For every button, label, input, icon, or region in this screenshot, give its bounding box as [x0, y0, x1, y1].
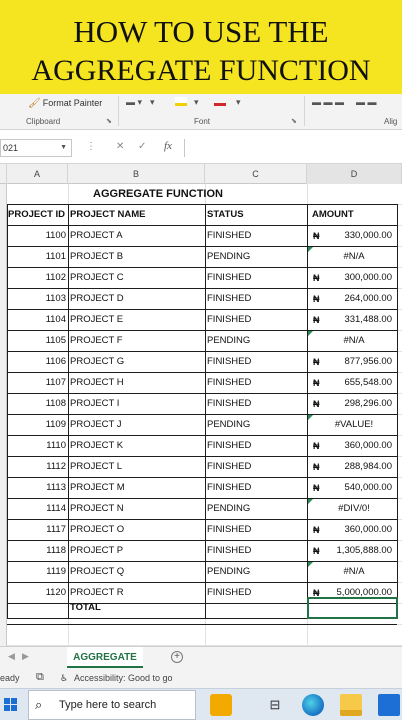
row-header — [0, 478, 7, 499]
cell-status[interactable]: FINISHED — [207, 482, 252, 493]
clipboard-launcher-icon[interactable]: ⬊ — [106, 118, 112, 125]
cell-project-name[interactable]: PROJECT B — [70, 251, 124, 262]
row-header — [0, 583, 7, 604]
cell-status[interactable]: FINISHED — [207, 524, 252, 535]
naira-symbol: ₦ — [313, 294, 320, 304]
column-header-d[interactable]: D — [307, 164, 402, 184]
more-icon: ⋮ — [86, 141, 96, 152]
search-icon: ⌕ — [35, 697, 43, 712]
row-header — [0, 457, 7, 478]
chevron-down-icon[interactable]: ▾ — [150, 97, 155, 107]
paintbrush-icon: 🖌 — [28, 98, 41, 109]
cell-amount-error[interactable]: #VALUE! — [334, 419, 374, 430]
chevron-down-icon[interactable]: ▼ — [60, 144, 67, 151]
cell-status[interactable]: PENDING — [207, 503, 251, 514]
ribbon-separator — [304, 96, 305, 126]
cell-project-id[interactable]: 1108 — [45, 398, 66, 409]
cell-project-id[interactable]: 1112 — [46, 461, 66, 472]
cell-project-id[interactable]: 1107 — [45, 377, 66, 388]
formula-input[interactable] — [184, 139, 402, 157]
font-color-icon[interactable] — [214, 97, 226, 106]
naira-symbol: ₦ — [313, 357, 320, 367]
cell-status[interactable]: FINISHED — [207, 314, 252, 325]
name-box[interactable] — [0, 139, 72, 157]
row-header — [0, 310, 7, 331]
row-header — [0, 415, 7, 436]
tab-aggregate[interactable]: AGGREGATE — [67, 647, 143, 669]
chevron-down-icon[interactable]: ▾ — [236, 97, 241, 107]
ribbon-separator — [118, 96, 119, 126]
column-header-c[interactable]: C — [205, 164, 307, 184]
cell-project-id[interactable]: 1118 — [46, 545, 66, 556]
group-font: Font — [194, 117, 211, 126]
naira-symbol: ₦ — [313, 462, 320, 472]
windows-taskbar — [0, 688, 402, 720]
group-alignment: Alig — [384, 117, 398, 126]
cell-status[interactable]: FINISHED — [207, 377, 252, 388]
cell-project-id[interactable]: 1103 — [45, 293, 66, 304]
cell-amount-error[interactable]: #N/A — [343, 566, 365, 577]
cell-status[interactable]: FINISHED — [207, 356, 252, 367]
status-ready: eady — [0, 673, 20, 683]
store-icon[interactable] — [210, 694, 232, 716]
cell-amount[interactable]: 264,000.00 — [344, 293, 392, 304]
table-border — [205, 204, 206, 618]
row-header — [0, 373, 7, 394]
macro-record-icon[interactable]: ⧉ — [36, 671, 44, 683]
edge-browser-icon[interactable] — [302, 694, 324, 716]
accessibility-icon[interactable]: ♿︎ — [60, 673, 69, 683]
cell-project-name[interactable]: PROJECT K — [70, 440, 124, 451]
cell-project-id[interactable]: 1105 — [45, 335, 66, 346]
cell-project-name[interactable]: PROJECT D — [70, 293, 124, 304]
format-painter-button[interactable] — [28, 98, 102, 109]
font-launcher-icon[interactable]: ⬊ — [291, 118, 297, 125]
cell-status[interactable]: FINISHED — [207, 440, 252, 451]
cell-project-id[interactable]: 1110 — [46, 440, 66, 451]
row-header — [0, 289, 7, 310]
table-border — [68, 204, 69, 618]
row-header — [0, 352, 7, 373]
cell-project-id[interactable]: 1101 — [45, 251, 66, 262]
cell-status[interactable]: PENDING — [207, 419, 251, 430]
column-headers — [0, 164, 402, 184]
cell-project-name[interactable]: PROJECT O — [70, 524, 125, 535]
windows-start-icon[interactable] — [4, 698, 18, 712]
tab-scroll-right-icon[interactable]: ▶ — [22, 651, 29, 661]
header-status[interactable]: STATUS — [207, 209, 244, 220]
cell-amount[interactable]: 331,488.00 — [344, 314, 392, 325]
cell-project-id[interactable]: 1119 — [46, 566, 66, 577]
column-header-b[interactable]: B — [68, 164, 205, 184]
cell-status[interactable]: FINISHED — [207, 398, 252, 409]
align-top-icon[interactable]: ▬ ▬ ▬ — [312, 97, 345, 107]
cell-project-id[interactable]: 1109 — [45, 419, 66, 430]
accessibility-status[interactable]: Accessibility: Good to go — [74, 673, 173, 683]
row-header — [0, 184, 7, 205]
column-header-a[interactable]: A — [7, 164, 68, 184]
cell-project-name[interactable]: PROJECT P — [70, 545, 124, 556]
cell-project-id[interactable]: 1100 — [45, 230, 66, 241]
file-explorer-icon[interactable] — [340, 694, 362, 716]
row-header — [0, 436, 7, 457]
cell-project-name[interactable]: PROJECT M — [70, 482, 125, 493]
insert-function-icon[interactable]: fx — [164, 140, 172, 152]
cell-project-id[interactable]: 1114 — [46, 503, 66, 514]
header-project-name[interactable]: PROJECT NAME — [70, 209, 146, 220]
header-amount[interactable]: AMOUNT — [312, 209, 354, 220]
cell-status[interactable]: FINISHED — [207, 545, 252, 556]
naira-symbol: ₦ — [313, 378, 320, 388]
mail-icon[interactable] — [378, 694, 400, 716]
cell-amount[interactable]: 360,000.00 — [344, 524, 392, 535]
worksheet-grid[interactable] — [0, 184, 402, 646]
cell-amount-error[interactable]: #DIV/0! — [338, 503, 370, 514]
row-header — [0, 268, 7, 289]
cell-amount[interactable]: 1,305,888.00 — [336, 545, 392, 556]
cell-project-name[interactable]: PROJECT R — [70, 587, 124, 598]
header-project-id[interactable]: PROJECT ID — [8, 209, 66, 220]
cell-project-name[interactable]: PROJECT N — [70, 503, 124, 514]
taskbar-search-box[interactable] — [28, 690, 196, 720]
sheet-title[interactable]: AGGREGATE FUNCTION — [93, 188, 223, 200]
cell-status[interactable]: FINISHED — [207, 230, 252, 241]
title-banner — [0, 0, 402, 94]
naira-symbol: ₦ — [313, 399, 320, 409]
tab-scroll-left-icon[interactable]: ◀ — [8, 651, 15, 661]
naira-symbol: ₦ — [313, 441, 320, 451]
cell-amount-error[interactable]: #N/A — [343, 335, 365, 346]
cell-amount[interactable]: 300,000.00 — [344, 272, 392, 283]
cell-project-id[interactable]: 1104 — [45, 314, 66, 325]
cell-project-name[interactable]: PROJECT A — [70, 230, 123, 241]
cell-status[interactable]: PENDING — [207, 335, 251, 346]
cell-amount[interactable]: 360,000.00 — [344, 440, 392, 451]
cell-project-name[interactable]: PROJECT G — [70, 356, 125, 367]
row-header — [0, 331, 7, 352]
naira-symbol: ₦ — [313, 483, 320, 493]
row-header — [0, 247, 7, 268]
cell-status[interactable]: FINISHED — [207, 461, 252, 472]
row-header — [0, 394, 7, 415]
cell-project-id[interactable]: 1117 — [46, 524, 66, 535]
cell-amount-error[interactable]: #N/A — [343, 251, 365, 262]
row-header — [0, 226, 7, 247]
cell-amount[interactable]: 298,296.00 — [344, 398, 392, 409]
row-header — [0, 520, 7, 541]
cell-project-name[interactable]: PROJECT E — [70, 314, 124, 325]
row-header — [0, 205, 7, 226]
enter-check-icon[interactable]: ✓ — [138, 141, 147, 152]
sheet-tabs — [0, 646, 402, 668]
row-header — [0, 541, 7, 562]
task-view-icon[interactable]: ⊟ — [269, 697, 281, 712]
cell-status[interactable]: FINISHED — [207, 272, 252, 283]
cell-amount[interactable]: 877,956.00 — [344, 356, 392, 367]
cell-status[interactable]: PENDING — [207, 251, 251, 262]
table-border — [7, 624, 397, 625]
formula-bar — [0, 130, 402, 164]
cell-status[interactable]: PENDING — [207, 566, 251, 577]
cell-project-id[interactable]: 1113 — [46, 482, 66, 493]
naira-symbol: ₦ — [313, 588, 320, 598]
group-clipboard: Clipboard — [26, 117, 61, 126]
fill-color-icon[interactable] — [175, 97, 187, 106]
naira-symbol: ₦ — [313, 525, 320, 535]
align-middle-icon[interactable]: ▬ ▬ — [356, 97, 377, 107]
cancel-icon[interactable]: ✕ — [116, 141, 125, 152]
naira-symbol: ₦ — [313, 315, 320, 325]
select-all-corner[interactable] — [0, 164, 7, 184]
border-icon[interactable]: ▬ ▾ — [126, 97, 143, 107]
cell-amount[interactable]: 5,000,000.00 — [336, 587, 392, 598]
naira-symbol: ₦ — [313, 231, 320, 241]
cell-project-name[interactable]: PROJECT Q — [70, 566, 125, 577]
row-header — [0, 604, 7, 625]
name-box-value: 021 — [3, 143, 19, 153]
row-header — [0, 562, 7, 583]
cell-project-id[interactable]: 1120 — [45, 587, 66, 598]
cell-project-name[interactable]: PROJECT F — [70, 335, 123, 346]
cell-project-id[interactable]: 1102 — [45, 272, 66, 283]
plus-circle-icon[interactable]: + — [171, 651, 183, 663]
naira-symbol: ₦ — [313, 546, 320, 556]
naira-symbol: ₦ — [313, 273, 320, 283]
taskbar-search-placeholder: Type here to search — [59, 699, 157, 711]
cell-status[interactable]: FINISHED — [207, 293, 252, 304]
row-header — [0, 499, 7, 520]
cell-amount[interactable]: 655,548.00 — [344, 377, 392, 388]
cell-project-name[interactable]: PROJECT C — [70, 272, 124, 283]
cell-project-name[interactable]: PROJECT H — [70, 377, 124, 388]
cell-amount[interactable]: 330,000.00 — [344, 230, 392, 241]
cell-project-name[interactable]: PROJECT L — [70, 461, 123, 472]
row-header — [0, 625, 7, 646]
cell-amount[interactable]: 540,000.00 — [344, 482, 392, 493]
status-bar — [0, 668, 402, 688]
format-painter-label: Format Painter — [42, 98, 103, 108]
cell-project-name[interactable]: PROJECT J — [70, 419, 122, 430]
banner-line-2: AGGREGATE FUNCTION — [31, 54, 371, 87]
ribbon — [0, 94, 402, 130]
cell-project-name[interactable]: PROJECT I — [70, 398, 120, 409]
cell-project-id[interactable]: 1106 — [45, 356, 66, 367]
selected-cell-outline — [307, 597, 398, 619]
total-label[interactable]: TOTAL — [70, 602, 101, 613]
cell-amount[interactable]: 288,984.00 — [344, 461, 392, 472]
chevron-down-icon[interactable]: ▾ — [194, 97, 199, 107]
cell-status[interactable]: FINISHED — [207, 587, 252, 598]
banner-line-1: HOW TO USE THE — [73, 14, 329, 49]
